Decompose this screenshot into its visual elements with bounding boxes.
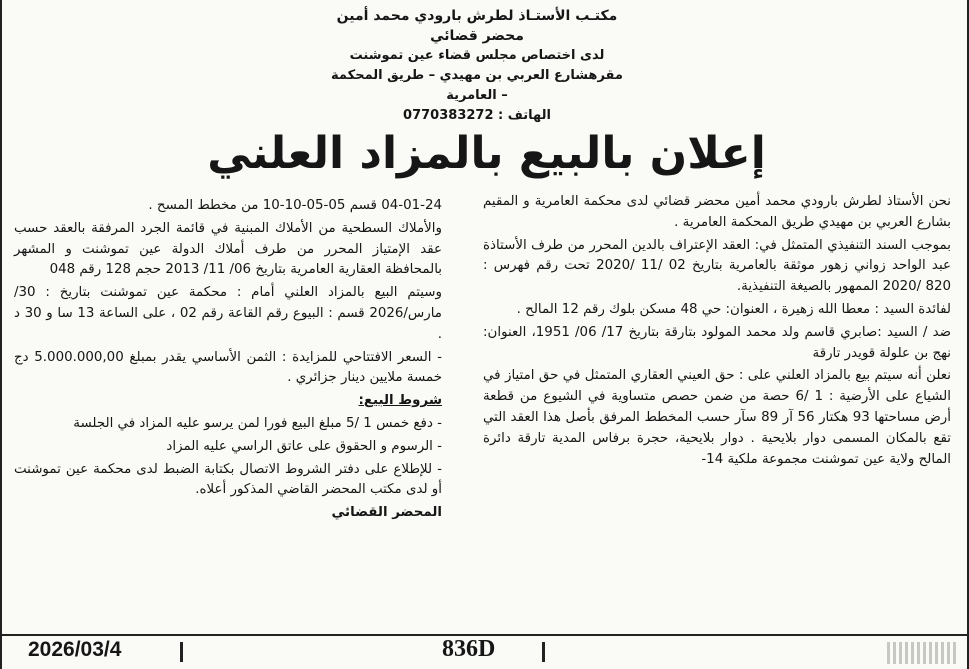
notice-code: 836D — [442, 636, 496, 662]
bailiff-office-header — [327, 6, 627, 126]
footer-divider — [542, 642, 545, 662]
publication-date: 2026/03/4 — [28, 638, 122, 661]
notice-paragraph-bailiff: نحن الأستاذ لطرش بارودي محمد أمين محضر قضائي لدى محكمة العامرية و المقيم بشارع العربي بن مهيدي طريق المحكمة العامرية . — [483, 194, 951, 230]
sale-conditions-heading: شروط البيع: — [358, 393, 442, 409]
office-phone: الهاتف : 0770383272 — [403, 108, 551, 123]
notice-right-column — [483, 192, 951, 472]
notice-paragraph-sale-date: وسيتم البيع بالمزاد العلني أمام : محكمة عين تموشنت بتاريخ : 30/مارس/2026 قسم : البيوع رقم القاعة رقم 02 ، على الساعة 13 سا و 30 د . — [14, 285, 442, 342]
notice-paragraph-opening-price: - السعر الافتتاحي للمزايدة : الثمن الأساسي يقدر بمبلغ 5.000.000,00 دج خمسة ملايين دينار جزائري . — [14, 349, 442, 386]
notice-paragraph-title-deed: بموجب السند التنفيذي المتمثل في: العقد الإعتراف بالدين المحرر من طرف الأستاذة عبد الواحد زواني زهور موثقة بالعامرية بتاريخ 02 /11 /2020 تحت رقم فهرس : 820 /2020 الممهور بالصيغة التنفيذية. — [483, 237, 951, 295]
footer-divider — [180, 642, 183, 662]
sale-condition-contact: - للإطلاع على دفتر الشروط الاتصال بكتابة الضبط لدى محكمة عين تموشنت أو لدى مكتب المحضر القاضي المذكور أعلاه. — [14, 461, 442, 498]
newspaper-logo-mark — [887, 642, 957, 664]
notice-paragraph-survey: 04-01-24 قسم 05-05-10-10 من مخطط المسح . — [148, 198, 442, 213]
sale-condition-fees: - الرسوم و الحقوق على عاتق الراسي عليه المزاد — [166, 438, 442, 454]
page-footer — [2, 634, 969, 669]
notice-paragraph-creditor: لفائدة السيد : معطا الله زهيرة ، العنوان: حي 48 مسكن بلوك رقم 12 المالح . — [516, 301, 951, 317]
notice-paragraph-property: نعلن أنه سيتم بيع بالمزاد العلني على : حق العيني العقاري المتمثل في حق امتياز في الشياع على الأرضية : 1 /6 حصة من ضمن حصص متساوية في الشيوع من قطعة أرض مساحتها 93 هكتار 56 آر 89 سآر حسب المخطط المرفق بأصل هذا العقد التي تقع بالمكان المسمى دوار بلايحية . دوار بلايحية، حجرة برفاس المدية تارقة دائرة المالح ولاية عين تموشنت مجموعة ملكية 14- — [483, 368, 951, 467]
notice-paragraph-debtor: ضد / السيد :صابري قاسم ولد محمد المولود بتارقة بتاريخ 17/ 06/ 1951، العنوان: نهج بن علولة قويدر تارقة — [483, 324, 952, 361]
auction-notice-title: إعلان بالبيع بالمزاد العلني — [207, 128, 766, 179]
jurisdiction-line: لدى اختصاص مجلس قضاء عين تموشنت — [349, 48, 605, 63]
office-name: مكتـب الأستـاذ لطرش بارودي محمد أمين محضر قضائي — [336, 8, 618, 44]
notice-left-column — [14, 196, 442, 526]
office-address: مقرهشارع العربي بن مهيدي – طريق المحكمة – العامرية — [331, 68, 623, 103]
sale-condition-deposit: - دفع خمس 1 /5 مبلغ البيع فورا لمن يرسو عليه المزاد في الجلسة — [73, 415, 442, 431]
notice-paragraph-concession: والأملاك السطحية من الأملاك المبنية في قائمة الجرد المرفقة بالعقد حسب عقد الإمتياز المحرر من طرف أملاك الدولة عين تموشنت و المشهر بالمحافظة العقارية العامرية بتاريخ 06/ 11/ 2013 حجم 128 رقم 048 — [14, 220, 442, 278]
bailiff-signature: المحضر القضائي — [331, 505, 442, 521]
